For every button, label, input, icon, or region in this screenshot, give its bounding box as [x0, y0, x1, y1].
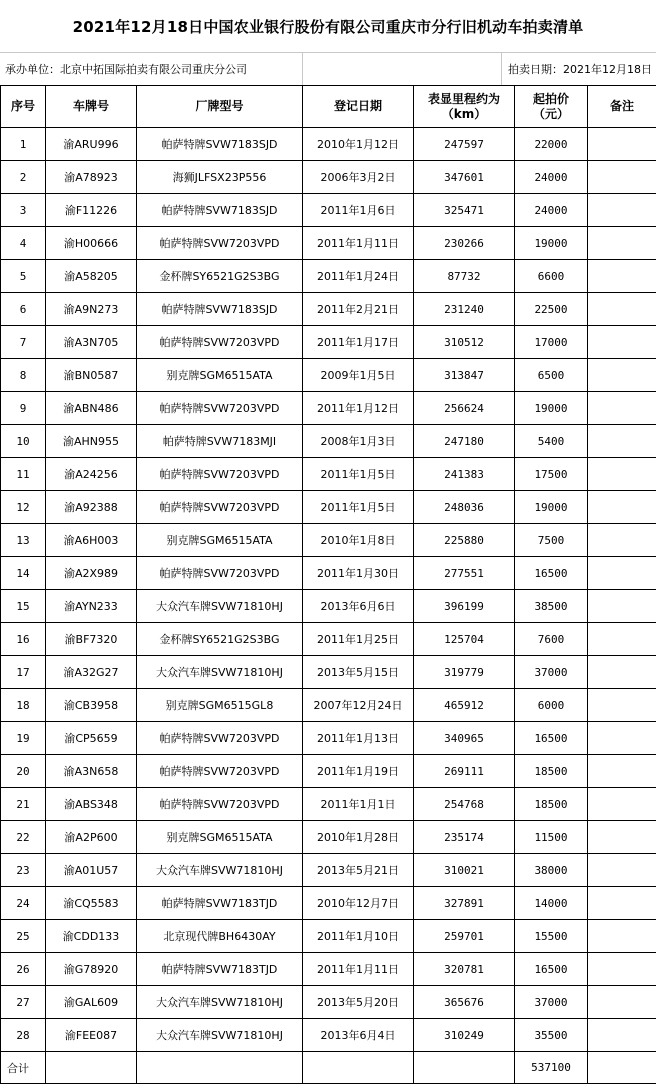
cell-plate: 渝A32G27 [46, 656, 137, 689]
cell-price: 16500 [515, 722, 588, 755]
cell-reg-date: 2011年1月5日 [303, 491, 414, 524]
cell-seq: 7 [1, 326, 46, 359]
table-row [1, 260, 656, 293]
cell-remark [588, 194, 656, 227]
cell-reg-date: 2011年1月24日 [303, 260, 414, 293]
cell-remark [588, 128, 656, 161]
table-body [1, 128, 656, 1052]
cell-plate: 渝ARU996 [46, 128, 137, 161]
cell-plate: 渝CB3958 [46, 689, 137, 722]
cell-seq: 4 [1, 227, 46, 260]
cell-plate: 渝BN0587 [46, 359, 137, 392]
cell-reg-date: 2011年2月21日 [303, 293, 414, 326]
cell-remark [588, 821, 656, 854]
total-price: 537100 [515, 1052, 588, 1084]
auction-date-label: 拍卖日期：2021年12月18日 [508, 63, 652, 76]
table-row [1, 557, 656, 590]
cell-model: 帕萨特牌SVW7203VPD [137, 755, 303, 788]
cell-seq: 6 [1, 293, 46, 326]
cell-model: 大众汽车牌SVW71810HJ [137, 854, 303, 887]
cell-reg-date: 2013年6月6日 [303, 590, 414, 623]
table-row [1, 689, 656, 722]
table-row [1, 194, 656, 227]
cell-plate: 渝AYN233 [46, 590, 137, 623]
cell-remark [588, 788, 656, 821]
cell-seq: 14 [1, 557, 46, 590]
cell-seq: 15 [1, 590, 46, 623]
total-empty-cell [303, 1052, 414, 1084]
cell-price: 38500 [515, 590, 588, 623]
cell-model: 大众汽车牌SVW71810HJ [137, 986, 303, 1019]
cell-remark [588, 689, 656, 722]
cell-remark [588, 161, 656, 194]
table-row [1, 788, 656, 821]
cell-model: 大众汽车牌SVW71810HJ [137, 1019, 303, 1052]
cell-remark [588, 920, 656, 953]
meta-divider [302, 53, 303, 86]
cell-model: 大众汽车牌SVW71810HJ [137, 590, 303, 623]
cell-remark [588, 392, 656, 425]
table-row [1, 326, 656, 359]
cell-plate: 渝ABN486 [46, 392, 137, 425]
cell-reg-date: 2013年5月20日 [303, 986, 414, 1019]
cell-price: 38000 [515, 854, 588, 887]
cell-model: 帕萨特牌SVW7183SJD [137, 128, 303, 161]
cell-seq: 10 [1, 425, 46, 458]
cell-reg-date: 2011年1月1日 [303, 788, 414, 821]
meta-divider [501, 53, 502, 86]
cell-reg-date: 2010年1月8日 [303, 524, 414, 557]
cell-mileage: 313847 [414, 359, 515, 392]
cell-plate: 渝BF7320 [46, 623, 137, 656]
cell-seq: 3 [1, 194, 46, 227]
cell-model: 别克牌SGM6515ATA [137, 524, 303, 557]
table-row [1, 854, 656, 887]
cell-plate: 渝FEE087 [46, 1019, 137, 1052]
cell-remark [588, 227, 656, 260]
cell-model: 北京现代牌BH6430AY [137, 920, 303, 953]
cell-seq: 1 [1, 128, 46, 161]
cell-price: 22500 [515, 293, 588, 326]
cell-mileage: 310249 [414, 1019, 515, 1052]
cell-mileage: 310512 [414, 326, 515, 359]
cell-reg-date: 2007年12月24日 [303, 689, 414, 722]
table-row [1, 623, 656, 656]
header-plate: 车牌号 [46, 86, 137, 128]
table-row [1, 524, 656, 557]
cell-mileage: 231240 [414, 293, 515, 326]
cell-model: 帕萨特牌SVW7183SJD [137, 293, 303, 326]
cell-mileage: 269111 [414, 755, 515, 788]
total-empty-cell [137, 1052, 303, 1084]
cell-seq: 24 [1, 887, 46, 920]
cell-price: 7600 [515, 623, 588, 656]
cell-remark [588, 293, 656, 326]
cell-price: 24000 [515, 161, 588, 194]
cell-reg-date: 2010年12月7日 [303, 887, 414, 920]
table-row [1, 359, 656, 392]
cell-remark [588, 491, 656, 524]
cell-mileage: 325471 [414, 194, 515, 227]
cell-remark [588, 755, 656, 788]
cell-plate: 渝GAL609 [46, 986, 137, 1019]
cell-seq: 21 [1, 788, 46, 821]
cell-reg-date: 2011年1月6日 [303, 194, 414, 227]
cell-price: 24000 [515, 194, 588, 227]
cell-seq: 18 [1, 689, 46, 722]
cell-plate: 渝A2X989 [46, 557, 137, 590]
cell-reg-date: 2010年1月12日 [303, 128, 414, 161]
cell-price: 14000 [515, 887, 588, 920]
cell-price: 35500 [515, 1019, 588, 1052]
cell-plate: 渝A24256 [46, 458, 137, 491]
cell-price: 6000 [515, 689, 588, 722]
cell-model: 帕萨特牌SVW7183TJD [137, 887, 303, 920]
cell-mileage: 247597 [414, 128, 515, 161]
table-row [1, 1019, 656, 1052]
table-row [1, 161, 656, 194]
table-row [1, 755, 656, 788]
cell-remark [588, 887, 656, 920]
cell-mileage: 230266 [414, 227, 515, 260]
header-remark: 备注 [588, 86, 656, 128]
cell-model: 帕萨特牌SVW7203VPD [137, 227, 303, 260]
header-price-line1: 起拍价 [532, 91, 569, 106]
cell-seq: 26 [1, 953, 46, 986]
cell-model: 帕萨特牌SVW7203VPD [137, 392, 303, 425]
cell-price: 37000 [515, 656, 588, 689]
cell-seq: 2 [1, 161, 46, 194]
table-row [1, 590, 656, 623]
table-row [1, 656, 656, 689]
table-row [1, 722, 656, 755]
table-row [1, 821, 656, 854]
total-empty-cell [46, 1052, 137, 1084]
cell-mileage: 320781 [414, 953, 515, 986]
cell-remark [588, 260, 656, 293]
cell-plate: 渝A2P600 [46, 821, 137, 854]
cell-reg-date: 2008年1月3日 [303, 425, 414, 458]
cell-price: 19000 [515, 227, 588, 260]
table-row [1, 227, 656, 260]
cell-seq: 9 [1, 392, 46, 425]
cell-remark [588, 557, 656, 590]
cell-mileage: 225880 [414, 524, 515, 557]
cell-model: 大众汽车牌SVW71810HJ [137, 656, 303, 689]
cell-price: 18500 [515, 788, 588, 821]
cell-remark [588, 326, 656, 359]
cell-seq: 19 [1, 722, 46, 755]
cell-remark [588, 986, 656, 1019]
header-model: 厂牌型号 [137, 86, 303, 128]
cell-remark [588, 590, 656, 623]
cell-seq: 16 [1, 623, 46, 656]
cell-seq: 23 [1, 854, 46, 887]
cell-remark [588, 524, 656, 557]
cell-reg-date: 2010年1月28日 [303, 821, 414, 854]
cell-mileage: 347601 [414, 161, 515, 194]
header-price [515, 86, 588, 128]
cell-remark [588, 953, 656, 986]
table-row [1, 491, 656, 524]
cell-mileage: 277551 [414, 557, 515, 590]
table-row [1, 986, 656, 1019]
cell-price: 16500 [515, 953, 588, 986]
table-row [1, 425, 656, 458]
cell-reg-date: 2011年1月13日 [303, 722, 414, 755]
cell-remark [588, 425, 656, 458]
cell-remark [588, 1019, 656, 1052]
cell-plate: 渝A58205 [46, 260, 137, 293]
cell-model: 金杯牌SY6521G2S3BG [137, 623, 303, 656]
cell-reg-date: 2011年1月19日 [303, 755, 414, 788]
cell-mileage: 340965 [414, 722, 515, 755]
cell-reg-date: 2009年1月5日 [303, 359, 414, 392]
cell-plate: 渝AHN955 [46, 425, 137, 458]
cell-reg-date: 2011年1月12日 [303, 392, 414, 425]
cell-mileage: 259701 [414, 920, 515, 953]
cell-model: 帕萨特牌SVW7203VPD [137, 557, 303, 590]
table-row [1, 392, 656, 425]
cell-plate: 渝CDD133 [46, 920, 137, 953]
cell-reg-date: 2011年1月17日 [303, 326, 414, 359]
cell-mileage: 319779 [414, 656, 515, 689]
cell-mileage: 87732 [414, 260, 515, 293]
cell-price: 18500 [515, 755, 588, 788]
cell-model: 帕萨特牌SVW7203VPD [137, 491, 303, 524]
cell-remark [588, 458, 656, 491]
cell-seq: 28 [1, 1019, 46, 1052]
cell-price: 22000 [515, 128, 588, 161]
cell-plate: 渝H00666 [46, 227, 137, 260]
cell-seq: 13 [1, 524, 46, 557]
cell-plate: 渝A92388 [46, 491, 137, 524]
cell-plate: 渝A3N705 [46, 326, 137, 359]
cell-seq: 25 [1, 920, 46, 953]
cell-price: 17000 [515, 326, 588, 359]
cell-plate: 渝F11226 [46, 194, 137, 227]
cell-model: 帕萨特牌SVW7183SJD [137, 194, 303, 227]
cell-remark [588, 656, 656, 689]
cell-model: 别克牌SGM6515ATA [137, 359, 303, 392]
cell-model: 帕萨特牌SVW7203VPD [137, 458, 303, 491]
organizer-label: 承办单位：北京中拓国际拍卖有限公司重庆分公司 [5, 63, 247, 76]
cell-remark [588, 722, 656, 755]
total-row [1, 1052, 656, 1084]
cell-model: 别克牌SGM6515ATA [137, 821, 303, 854]
header-price-unit: （元） [532, 106, 569, 121]
cell-model: 帕萨特牌SVW7203VPD [137, 326, 303, 359]
table-header-row [1, 86, 656, 128]
cell-seq: 8 [1, 359, 46, 392]
cell-price: 7500 [515, 524, 588, 557]
cell-price: 5400 [515, 425, 588, 458]
table-row [1, 128, 656, 161]
cell-reg-date: 2011年1月5日 [303, 458, 414, 491]
header-seq: 序号 [1, 86, 46, 128]
total-empty-cell [414, 1052, 515, 1084]
cell-remark [588, 623, 656, 656]
total-label: 合计 [1, 1052, 46, 1084]
cell-plate: 渝ABS348 [46, 788, 137, 821]
cell-seq: 20 [1, 755, 46, 788]
header-mileage-line1: 表显里程约为 [427, 91, 500, 106]
cell-mileage: 310021 [414, 854, 515, 887]
cell-plate: 渝A3N658 [46, 755, 137, 788]
table-row [1, 953, 656, 986]
cell-price: 19000 [515, 392, 588, 425]
cell-mileage: 247180 [414, 425, 515, 458]
cell-reg-date: 2006年3月2日 [303, 161, 414, 194]
cell-model: 帕萨特牌SVW7183TJD [137, 953, 303, 986]
cell-price: 6500 [515, 359, 588, 392]
cell-model: 帕萨特牌SVW7183MJI [137, 425, 303, 458]
cell-mileage: 254768 [414, 788, 515, 821]
cell-reg-date: 2011年1月10日 [303, 920, 414, 953]
header-mileage [414, 86, 515, 128]
cell-mileage: 365676 [414, 986, 515, 1019]
auction-meta-bar [0, 52, 656, 85]
cell-mileage: 256624 [414, 392, 515, 425]
cell-mileage: 241383 [414, 458, 515, 491]
cell-seq: 5 [1, 260, 46, 293]
cell-reg-date: 2013年5月15日 [303, 656, 414, 689]
header-mileage-unit: （km） [441, 106, 487, 121]
cell-price: 19000 [515, 491, 588, 524]
cell-seq: 12 [1, 491, 46, 524]
cell-reg-date: 2011年1月11日 [303, 953, 414, 986]
cell-model: 帕萨特牌SVW7203VPD [137, 722, 303, 755]
cell-seq: 27 [1, 986, 46, 1019]
cell-reg-date: 2011年1月30日 [303, 557, 414, 590]
cell-mileage: 327891 [414, 887, 515, 920]
cell-seq: 22 [1, 821, 46, 854]
cell-reg-date: 2013年5月21日 [303, 854, 414, 887]
total-empty-cell [588, 1052, 656, 1084]
cell-plate: 渝CQ5583 [46, 887, 137, 920]
cell-reg-date: 2011年1月11日 [303, 227, 414, 260]
cell-reg-date: 2013年6月4日 [303, 1019, 414, 1052]
cell-plate: 渝A6H003 [46, 524, 137, 557]
table-row [1, 920, 656, 953]
cell-model: 金杯牌SY6521G2S3BG [137, 260, 303, 293]
cell-price: 6600 [515, 260, 588, 293]
cell-seq: 11 [1, 458, 46, 491]
cell-plate: 渝A9N273 [46, 293, 137, 326]
cell-reg-date: 2011年1月25日 [303, 623, 414, 656]
page-title: 2021年12月18日中国农业银行股份有限公司重庆市分行旧机动车拍卖清单 [72, 17, 584, 36]
cell-remark [588, 359, 656, 392]
vehicle-auction-table [0, 85, 656, 1084]
table-row [1, 293, 656, 326]
cell-price: 17500 [515, 458, 588, 491]
table-row [1, 887, 656, 920]
cell-plate: 渝G78920 [46, 953, 137, 986]
cell-mileage: 396199 [414, 590, 515, 623]
cell-seq: 17 [1, 656, 46, 689]
cell-mileage: 248036 [414, 491, 515, 524]
cell-price: 16500 [515, 557, 588, 590]
cell-price: 37000 [515, 986, 588, 1019]
cell-model: 帕萨特牌SVW7203VPD [137, 788, 303, 821]
cell-mileage: 235174 [414, 821, 515, 854]
table-row [1, 458, 656, 491]
cell-price: 15500 [515, 920, 588, 953]
cell-plate: 渝A01U57 [46, 854, 137, 887]
header-reg-date: 登记日期 [303, 86, 414, 128]
cell-plate: 渝A78923 [46, 161, 137, 194]
cell-price: 11500 [515, 821, 588, 854]
cell-remark [588, 854, 656, 887]
cell-plate: 渝CP5659 [46, 722, 137, 755]
cell-mileage: 465912 [414, 689, 515, 722]
cell-model: 海狮JLFSX23P556 [137, 161, 303, 194]
cell-model: 别克牌SGM6515GL8 [137, 689, 303, 722]
cell-mileage: 125704 [414, 623, 515, 656]
